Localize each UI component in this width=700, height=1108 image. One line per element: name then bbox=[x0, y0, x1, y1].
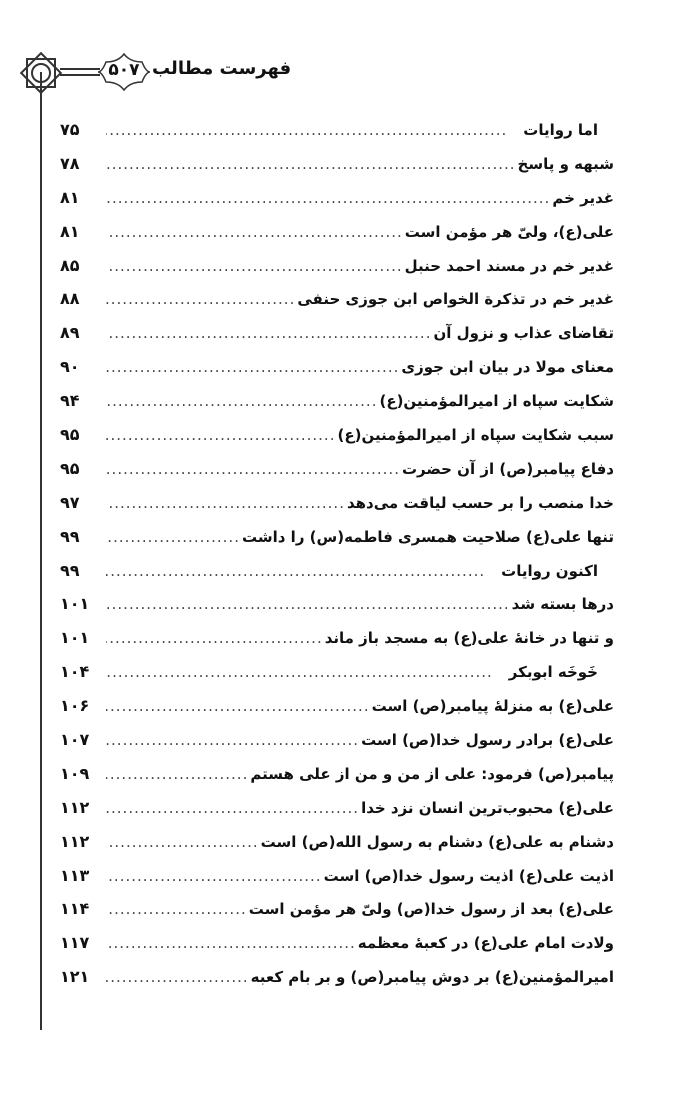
toc-entry-page: ۹۹ bbox=[60, 560, 80, 580]
toc-entry-page: ۸۹ bbox=[60, 323, 80, 343]
toc-entry bbox=[60, 391, 614, 425]
dot-leader bbox=[106, 290, 295, 308]
toc-entry-title: تقاضای عذاب و نزول آن bbox=[433, 324, 614, 343]
toc-entry-title: علی(ع) به منزلهٔ پیامبر(ص) است bbox=[371, 697, 614, 716]
toc-entry bbox=[60, 798, 614, 832]
toc-entry-page: ۱۰۶ bbox=[60, 696, 90, 716]
dot-leader bbox=[106, 833, 259, 851]
toc-entry bbox=[60, 222, 614, 256]
star-ornament-icon bbox=[18, 50, 64, 96]
toc-entry bbox=[60, 594, 614, 628]
dot-leader bbox=[106, 867, 322, 885]
toc-entry-title: سبب شکایت سپاه از امیرالمؤمنین(ع) bbox=[337, 426, 614, 445]
dot-leader bbox=[106, 731, 359, 749]
toc-entry bbox=[60, 561, 614, 595]
toc-entry bbox=[60, 425, 614, 459]
toc-entry-page: ۹۷ bbox=[60, 492, 80, 512]
toc-entry-page: ۱۱۳ bbox=[60, 865, 90, 885]
toc-entry-page: ۹۵ bbox=[60, 425, 80, 445]
toc-entry-page: ۱۱۲ bbox=[60, 831, 90, 851]
toc-entry-title: اما روایات bbox=[523, 121, 598, 139]
toc-entry bbox=[60, 730, 614, 764]
toc-entry bbox=[60, 662, 614, 696]
toc-entry-title: و تنها در خانهٔ علی(ع) به مسجد باز ماند bbox=[324, 629, 614, 648]
toc-entry-page: ۱۰۴ bbox=[60, 662, 90, 682]
toc-entry bbox=[60, 154, 614, 188]
toc-entry-page: ۹۰ bbox=[60, 357, 80, 377]
dot-leader bbox=[106, 358, 399, 376]
toc-entry bbox=[60, 357, 614, 391]
toc-entry-title: معنای مولا در بیان ابن جوزی bbox=[401, 358, 614, 377]
toc-entry bbox=[60, 289, 614, 323]
toc-entry-page: ۱۰۷ bbox=[60, 730, 90, 750]
dot-leader bbox=[106, 765, 248, 783]
dot-leader bbox=[106, 968, 249, 986]
table-of-contents bbox=[60, 120, 614, 1001]
dot-leader bbox=[106, 562, 485, 580]
dot-leader bbox=[106, 189, 550, 207]
toc-entry-title: پیامبر(ص) فرمود: علی از من و من از علی هستم bbox=[250, 764, 614, 783]
toc-entry-title: خدا منصب را بر حسب لیاقت می‌دهد bbox=[346, 493, 614, 512]
toc-entry bbox=[60, 493, 614, 527]
dot-leader bbox=[106, 324, 431, 342]
toc-entry-page: ۱۱۴ bbox=[60, 899, 90, 919]
toc-entry-page: ۱۱۷ bbox=[60, 933, 90, 953]
dot-leader bbox=[106, 799, 359, 817]
toc-entry bbox=[60, 764, 614, 798]
page-number: ۵۰۷ bbox=[108, 60, 140, 80]
margin-rule bbox=[40, 72, 42, 1030]
dot-leader bbox=[106, 121, 507, 139]
toc-entry-title: غدیر خم bbox=[552, 188, 614, 207]
toc-entry-page: ۱۲۱ bbox=[60, 967, 90, 987]
toc-entry-title: خَوخَه ابوبکر bbox=[508, 663, 598, 682]
dot-leader bbox=[106, 426, 335, 444]
toc-entry-page: ۷۵ bbox=[60, 120, 80, 139]
toc-entry-page: ۸۸ bbox=[60, 289, 80, 309]
toc-entry-title: علی(ع)، ولیّ هر مؤمن است bbox=[404, 222, 614, 241]
toc-entry bbox=[60, 256, 614, 290]
dot-leader bbox=[106, 595, 510, 613]
toc-entry-page: ۷۸ bbox=[60, 153, 80, 173]
toc-entry-title: علی(ع) برادر رسول خدا(ص) است bbox=[361, 731, 614, 750]
dot-leader bbox=[106, 629, 323, 647]
toc-entry bbox=[60, 188, 614, 222]
toc-entry bbox=[60, 527, 614, 561]
toc-entry-title: شبهه و پاسخ bbox=[517, 154, 614, 173]
toc-entry bbox=[60, 866, 614, 900]
toc-entry-title: اذیت علی(ع) اذیت رسول خدا(ص) است bbox=[323, 866, 614, 885]
toc-entry-page: ۸۵ bbox=[60, 255, 80, 275]
dot-leader bbox=[106, 223, 403, 241]
toc-entry-page: ۱۰۱ bbox=[60, 628, 90, 648]
toc-entry-title: علی(ع) بعد از رسول خدا(ص) ولیّ هر مؤمن است bbox=[248, 900, 614, 919]
toc-entry-title: غدیر خم در مسند احمد حنبل bbox=[404, 256, 614, 275]
dot-leader bbox=[106, 663, 493, 681]
toc-entry-title: شکایت سپاه از امیرالمؤمنین(ع) bbox=[379, 392, 614, 411]
dot-leader bbox=[106, 934, 356, 952]
toc-entry-page: ۱۰۹ bbox=[60, 763, 90, 783]
dot-leader bbox=[106, 392, 377, 410]
toc-entry bbox=[60, 967, 614, 1001]
dot-leader bbox=[106, 460, 400, 478]
dot-leader bbox=[106, 257, 403, 275]
toc-entry-title: امیرالمؤمنین(ع) بر دوش پیامبر(ص) و بر بام کعبه bbox=[250, 968, 614, 987]
toc-entry-title: غدیر خم در تذکرة الخواص ابن جوزی حنفی bbox=[297, 290, 614, 309]
toc-entry-page: ۹۴ bbox=[60, 391, 80, 411]
toc-entry bbox=[60, 323, 614, 357]
dot-leader bbox=[106, 155, 516, 173]
dot-leader bbox=[106, 494, 345, 512]
toc-entry-title: اکنون روایات bbox=[501, 561, 598, 580]
toc-entry bbox=[60, 696, 614, 730]
toc-entry-page: ۱۱۲ bbox=[60, 797, 90, 817]
toc-entry bbox=[60, 899, 614, 933]
toc-entry bbox=[60, 459, 614, 493]
dot-leader bbox=[106, 528, 240, 546]
toc-entry bbox=[60, 628, 614, 662]
header-bar bbox=[60, 68, 100, 76]
toc-entry-title: علی(ع) محبوب‌ترین انسان نزد خدا bbox=[361, 798, 614, 817]
toc-entry-page: ۹۹ bbox=[60, 526, 80, 546]
toc-entry-title: درها بسته شد bbox=[511, 595, 614, 614]
toc-entry-title: تنها علی(ع) صلاحیت همسری فاطمه(س) را داشت bbox=[241, 527, 614, 546]
toc-entry bbox=[60, 933, 614, 967]
toc-entry-title: دشنام به علی(ع) دشنام به رسول الله(ص) است bbox=[260, 832, 614, 851]
dot-leader bbox=[106, 697, 370, 715]
toc-entry-title: دفاع پیامبر(ص) از آن حضرت bbox=[401, 459, 614, 478]
running-header-title: فهرست مطالب bbox=[152, 58, 292, 79]
dot-leader bbox=[106, 900, 247, 918]
toc-entry-page: ۱۰۱ bbox=[60, 594, 90, 614]
toc-entry bbox=[60, 832, 614, 866]
toc-entry bbox=[60, 120, 614, 154]
toc-entry-page: ۹۵ bbox=[60, 458, 80, 478]
toc-entry-page: ۸۱ bbox=[60, 187, 80, 207]
toc-entry-title: ولادت امام علی(ع) در کعبهٔ معظمه bbox=[357, 934, 614, 953]
toc-entry-page: ۸۱ bbox=[60, 221, 80, 241]
